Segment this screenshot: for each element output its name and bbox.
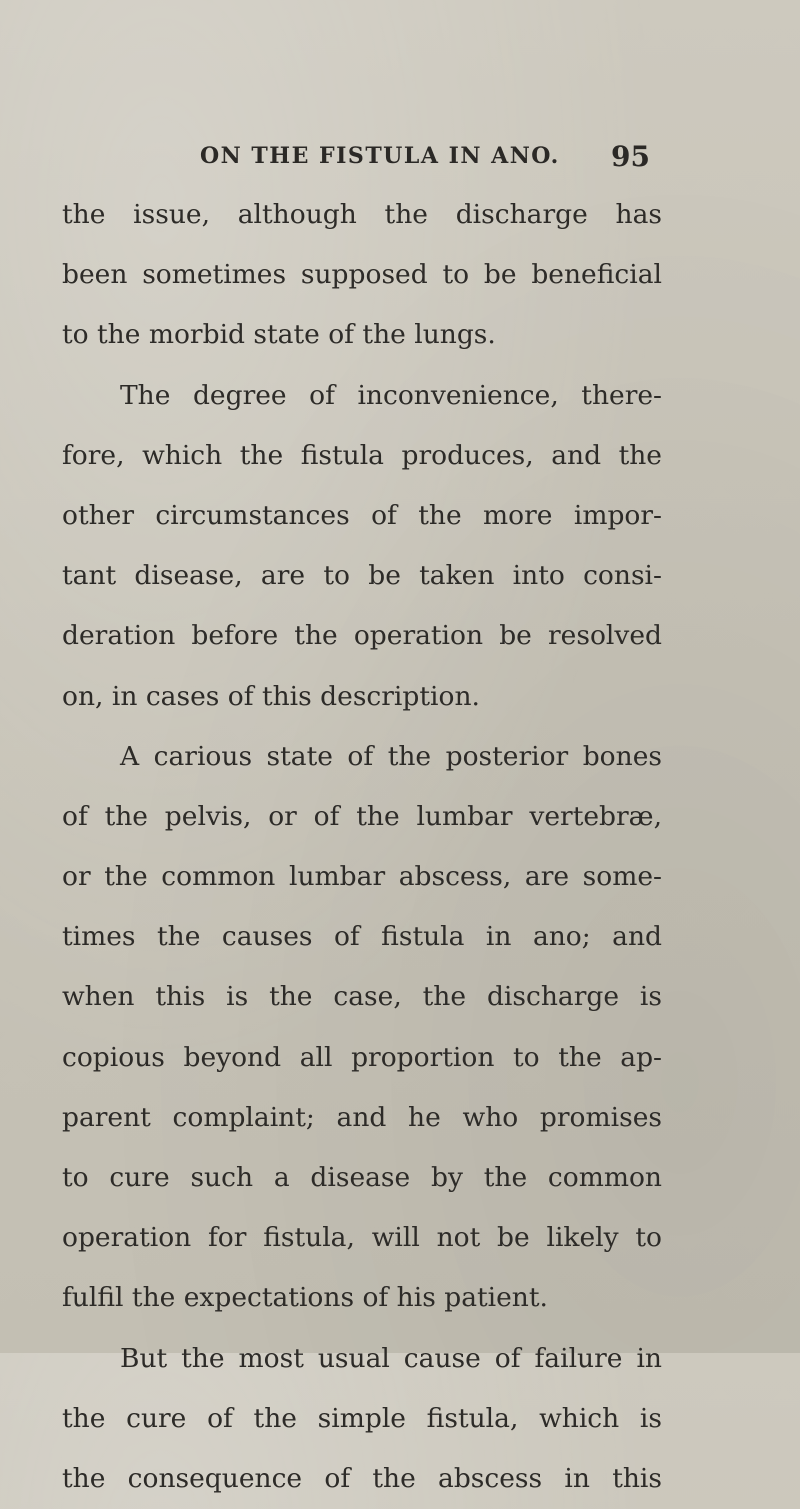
text-line: fore, which the fistula produces, and the (62, 439, 662, 471)
text-line: times the causes of fistula in ano; and (62, 921, 662, 953)
running-title: ON THE FISTULA IN ANO. (200, 143, 560, 169)
text-line: the consequence of the abscess in this (62, 1462, 662, 1494)
text-line: been sometimes supposed to be beneficial (62, 259, 662, 291)
text-line: tant disease, are to be taken into consi- (62, 560, 662, 592)
text-line: when this is the case, the discharge is (62, 981, 662, 1013)
text-line: deration before the operation be resolved (62, 620, 662, 652)
body-text (62, 185, 662, 1509)
text-line: parent complaint; and he who promises (62, 1101, 662, 1133)
text-line: other circumstances of the more impor- (62, 499, 662, 531)
text-line: the issue, although the discharge has (62, 199, 662, 230)
text-line: or the common lumbar abscess, are some- (62, 861, 662, 893)
text-line: on, in cases of this description. (62, 680, 480, 712)
text-line: The degree of inconvenience, there- (120, 379, 662, 411)
text-line: to cure such a disease by the common (62, 1162, 662, 1193)
page-number: 95 (611, 139, 650, 173)
running-head (200, 134, 650, 178)
text-line: But the most usual cause of failure in (120, 1342, 662, 1374)
text-line: to the morbid state of the lungs. (62, 319, 496, 351)
text-line: the cure of the simple fistula, which is (62, 1402, 662, 1434)
text-line: fulfil the expectations of his patient. (62, 1282, 548, 1314)
text-line: A carious state of the posterior bones (120, 740, 662, 772)
text-line: of the pelvis, or of the lumbar vertebræ, (62, 800, 662, 832)
text-line: copious beyond all proportion to the ap- (62, 1041, 662, 1073)
text-line: operation for fistula, will not be likely to (62, 1222, 662, 1254)
